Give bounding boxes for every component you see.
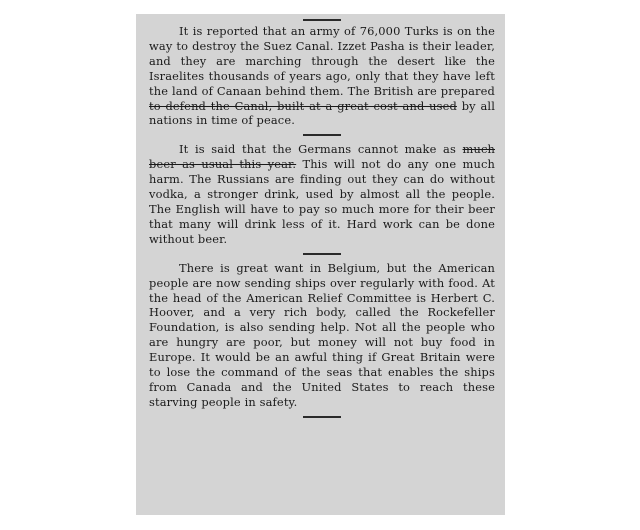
paragraph-text: This will not do any one much harm. The Russians are finding out they can do without vodka, a stronger drink, used by almost all the people. The English will have to pay so much more for their beer that many will drink less of it. Hard work can be done without beer. — [149, 157, 496, 246]
paragraph-text: It is said that the Germans cannot make as — [179, 142, 463, 157]
newspaper-clipping — [136, 14, 505, 515]
separator-rule — [303, 134, 341, 136]
struck-text: to defend the Canal, built at a great cost and used — [149, 98, 457, 113]
paragraph-belgium-relief — [149, 261, 495, 410]
bottom-separator-rule — [303, 416, 341, 418]
paragraph-text: There is great want in Belgium, but the American people are now sending ships over regularly with food. At the head of the American Relief Committee is Herbert C. Hoover, and a very rich body, called the Rockefeller Foundation, is also sending help. Not all the people who are hungry are poor, but money will not buy food in Europe. It would be an awful thing if Great Britain were to lose the command of the seas that enables the ships from Canada and the United States to reach these starving people in safety. — [149, 260, 495, 409]
separator-rule — [303, 253, 341, 255]
paragraph-german-beer — [149, 142, 495, 246]
paragraph-text: by all nations in time of peace. — [149, 98, 495, 128]
top-separator-rule — [303, 19, 341, 21]
paragraph-text: It is reported that an army of 76,000 Turks is on the way to destroy the Suez Canal. Izzet Pasha is their leader, and they are marching through the desert like the Israelites thousands of years ago, only that they have left the land of Canaan behind them. The British are prepared — [149, 24, 495, 98]
paragraph-suez-canal — [149, 24, 495, 128]
struck-text: much beer as usual this year. — [149, 142, 495, 172]
